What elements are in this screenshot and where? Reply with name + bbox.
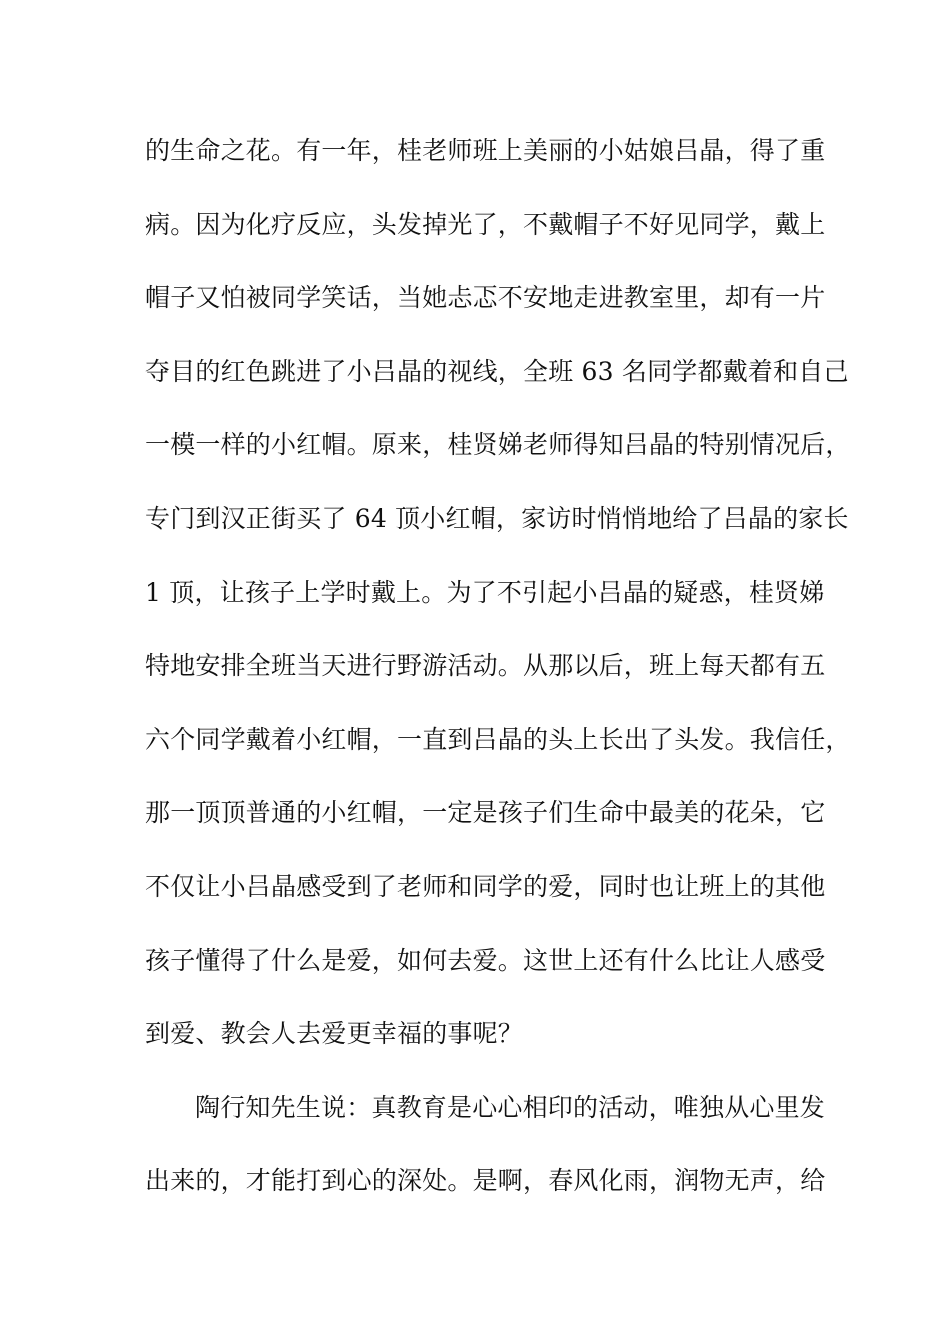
text-line: 特地安排全班当天进行野游活动。从那以后，班上每天都有五	[145, 651, 826, 681]
text-line: 出来的，才能打到心的深处。是啊，春风化雨，润物无声，给	[145, 1166, 826, 1196]
text-line: 帽子又怕被同学笑话，当她忐忑不安地走进教室里，却有一片	[145, 283, 826, 313]
text-line: 夺目的红色跳进了小吕晶的视线，全班 63 名同学都戴着和自己	[145, 356, 849, 386]
text-line: 那一顶顶普通的小红帽，一定是孩子们生命中最美的花朵，它	[145, 798, 826, 828]
text-line: 病。因为化疗反应，头发掉光了，不戴帽子不好见同学，戴上	[145, 209, 826, 239]
text-line: 不仅让小吕晶感受到了老师和同学的爱，同时也让班上的其他	[145, 871, 826, 901]
text-line: 的生命之花。有一年，桂老师班上美丽的小姑娘吕晶，得了重	[145, 136, 826, 165]
text-line: 专门到汉正街买了 64 顶小红帽，家访时悄悄地给了吕晶的家长	[145, 503, 849, 533]
text-line: 1 顶，让孩子上学时戴上。为了不引起小吕晶的疑惑，桂贤娣	[145, 577, 825, 607]
text-line: 到爱、教会人去爱更幸福的事呢？	[145, 1019, 524, 1049]
text-line: 孩子懂得了什么是爱，如何去爱。这世上还有什么比让人感受	[145, 945, 826, 975]
text-line: 六个同学戴着小红帽，一直到吕晶的头上长出了头发。我信任，	[145, 724, 851, 754]
paragraph-start-line: 陶行知先生说：真教育是心心相印的活动，唯独从心里发	[195, 1092, 826, 1122]
body-text	[145, 129, 851, 1233]
text-line: 一模一样的小红帽。原来，桂贤娣老师得知吕晶的特别情况后，	[145, 430, 851, 460]
